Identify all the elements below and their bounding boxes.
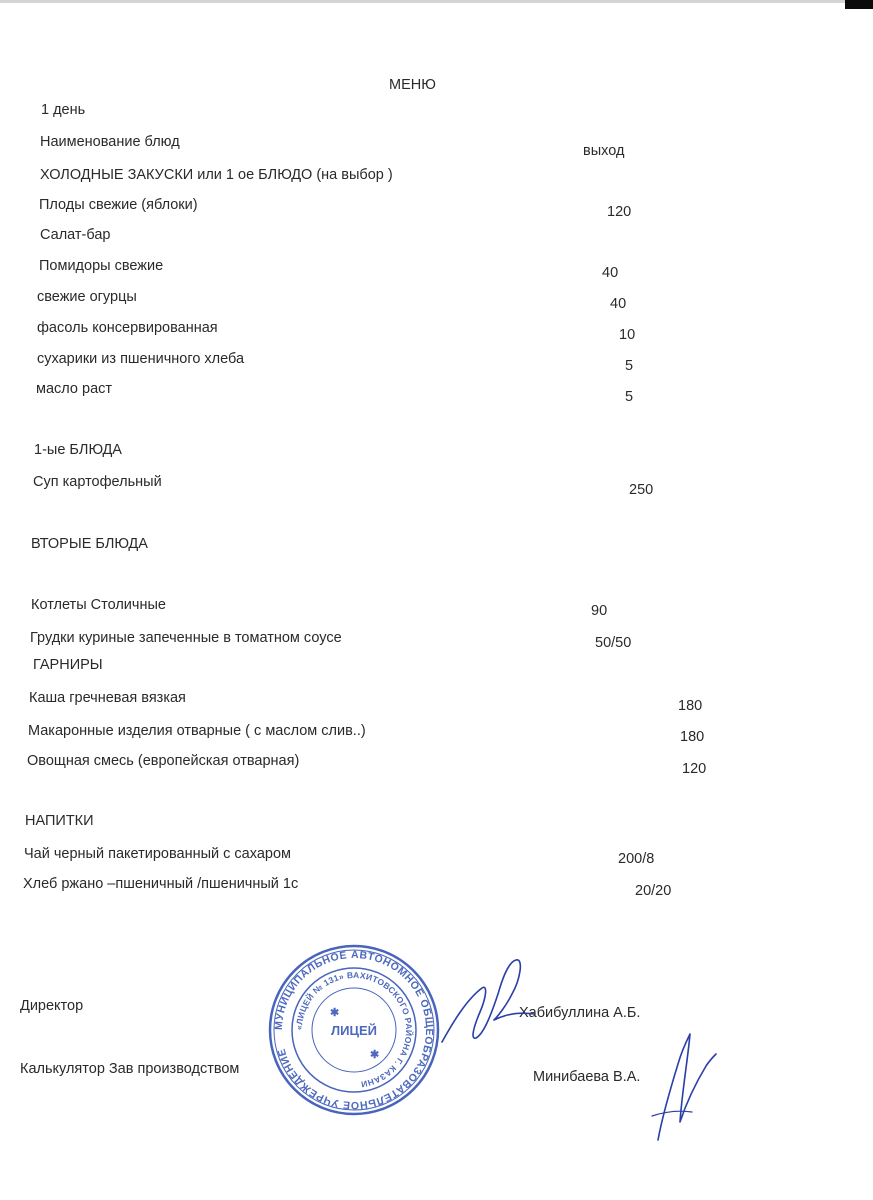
item-yield: 20/20 [635,883,672,899]
item-yield: 40 [610,296,627,312]
item-yield: 180 [680,729,705,745]
calc-signature [648,1030,718,1148]
svg-text:МУНИЦИПАЛЬНОЕ АВТОНОМНОЕ ОБЩЕО: МУНИЦИПАЛЬНОЕ АВТОНОМНОЕ ОБЩЕОБРАЗОВАТЕЛЬНОЕ УЧРЕЖДЕНИЕ [272,948,436,1112]
item-yield: 90 [591,603,608,619]
item-name: масло раст [36,381,113,397]
svg-text:✱: ✱ [370,1049,380,1061]
section-title-garnish: ГАРНИРЫ [33,657,103,673]
item-yield: 120 [682,761,707,777]
svg-text:✱: ✱ [330,1007,340,1019]
svg-text:ЛИЦЕЙ: ЛИЦЕЙ [331,1023,377,1038]
svg-text:«ЛИЦЕЙ № 131» ВАХИТОВСКОГО РАЙ: «ЛИЦЕЙ № 131» ВАХИТОВСКОГО РАЙОНА Г. КАЗАНИ [293,969,415,1090]
item-name: Чай черный пакетированный с сахаром [24,846,291,862]
item-yield: 200/8 [618,851,655,867]
section-title-second: ВТОРЫЕ БЛЮДА [31,536,148,552]
calc-name: Минибаева В.А. [533,1069,641,1085]
section-title-cold: ХОЛОДНЫЕ ЗАКУСКИ или 1 ое БЛЮДО (на выбор ) [40,167,393,183]
director-role: Директор [20,998,84,1014]
item-name: сухарики из пшеничного хлеба [37,351,245,367]
director-name: Хабибуллина А.Б. [519,1005,641,1021]
item-yield: 120 [607,204,632,220]
item-name: Помидоры свежие [39,258,164,274]
item-name: Плоды свежие (яблоки) [39,197,198,213]
item-name: Грудки куриные запеченные в томатном соусе [30,630,342,646]
scan-edge [0,0,873,3]
item-yield: 50/50 [595,635,632,651]
item-name: Макаронные изделия отварные ( с маслом слив..) [28,723,366,739]
section-title-first: 1-ые БЛЮДА [34,442,122,458]
page-title: МЕНЮ [389,77,436,93]
item-yield: 180 [678,698,703,714]
item-yield: 5 [625,358,634,374]
scan-corner-mark [845,0,873,9]
item-yield: 40 [602,265,619,281]
item-yield: 10 [619,327,636,343]
item-name: Салат-бар [40,227,111,243]
column-header-yield: выход [583,143,625,159]
item-name: Овощная смесь (европейская отварная) [27,753,300,769]
item-name: Каша гречневая вязкая [29,690,186,706]
official-stamp [268,944,440,1116]
item-name: свежие огурцы [37,289,137,305]
item-name: Хлеб ржано –пшеничный /пшеничный 1с [23,876,299,892]
director-signature [436,954,546,1056]
column-header-name: Наименование блюд [40,134,180,150]
item-yield: 250 [629,482,654,498]
item-name: Котлеты Столичные [31,597,166,613]
calc-role: Калькулятор Зав производством [20,1061,240,1077]
item-name: Суп картофельный [33,474,162,490]
section-title-drinks: НАПИТКИ [25,813,94,829]
item-name: фасоль консервированная [37,320,218,336]
day-label: 1 день [41,102,86,118]
item-yield: 5 [625,389,634,405]
